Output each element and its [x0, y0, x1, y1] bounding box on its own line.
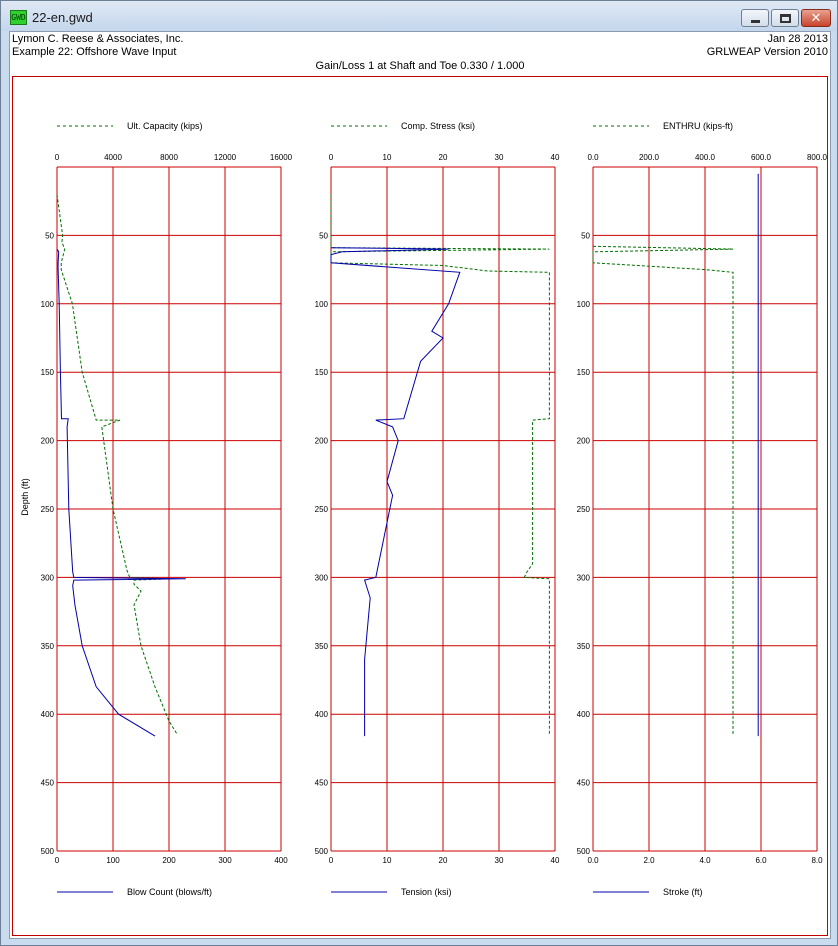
top-axis-tick-label: 20 — [438, 153, 448, 162]
top-axis-tick-label: 10 — [382, 153, 392, 162]
report-date: Jan 28 2013 — [767, 33, 828, 45]
top-axis-tick-label: 600.0 — [750, 153, 772, 162]
close-icon: ✕ — [810, 10, 822, 26]
depth-tick-label: 450 — [314, 778, 328, 788]
gwd-app-icon: GWD — [10, 10, 27, 25]
depth-tick-label: 400 — [576, 710, 590, 720]
maximize-icon — [772, 10, 798, 26]
minimize-button[interactable] — [741, 9, 769, 27]
top-axis-tick-label: 30 — [494, 153, 504, 162]
depth-tick-label: 100 — [576, 299, 590, 309]
bottom-legend-label: Blow Count (blows/ft) — [127, 887, 213, 897]
depth-tick-label: 200 — [40, 436, 54, 446]
bottom-axis-tick-label: 0 — [54, 856, 60, 865]
top-series-line — [57, 194, 177, 734]
depth-tick-label: 50 — [581, 231, 590, 241]
depth-tick-label: 500 — [576, 847, 590, 856]
top-axis-tick-label: 8000 — [160, 153, 178, 162]
minimize-icon — [742, 10, 768, 26]
top-axis-tick-label: 0 — [328, 153, 334, 162]
top-axis-tick-label: 800.0 — [806, 153, 827, 162]
bottom-series-line — [57, 249, 186, 736]
bottom-axis-tick-label: 2.0 — [643, 856, 655, 865]
depth-tick-label: 300 — [576, 573, 590, 583]
top-axis-tick-label: 0.0 — [587, 153, 599, 162]
bottom-axis-tick-label: 8.0 — [811, 856, 823, 865]
depth-tick-label: 150 — [576, 368, 590, 378]
depth-tick-label: 150 — [314, 368, 328, 378]
top-axis-tick-label: 12000 — [213, 153, 237, 162]
bottom-axis-tick-label: 40 — [550, 856, 560, 865]
depth-tick-label: 150 — [40, 368, 54, 378]
depth-tick-label: 500 — [40, 847, 54, 856]
depth-tick-label: 100 — [314, 299, 328, 309]
bottom-axis-tick-label: 4.0 — [699, 856, 711, 865]
top-axis-tick-label: 16000 — [269, 153, 293, 162]
depth-tick-label: 350 — [40, 641, 54, 651]
depth-tick-label: 500 — [314, 847, 328, 856]
bottom-axis-tick-label: 200 — [162, 856, 176, 865]
bottom-axis-tick-label: 6.0 — [755, 856, 767, 865]
title-bar[interactable] — [1, 1, 837, 31]
bottom-axis-tick-label: 30 — [494, 856, 504, 865]
charts-svg — [13, 77, 827, 935]
report-area — [9, 31, 831, 939]
depth-tick-label: 300 — [40, 573, 54, 583]
top-axis-tick-label: 40 — [550, 153, 560, 162]
top-legend-label: Ult. Capacity (kips) — [127, 121, 203, 131]
bottom-axis-tick-label: 10 — [382, 856, 392, 865]
window-title: 22-en.gwd — [32, 10, 93, 25]
top-series-line — [331, 194, 549, 734]
depth-tick-label: 250 — [576, 505, 590, 514]
plot-frame — [12, 76, 828, 936]
depth-tick-label: 350 — [576, 641, 590, 651]
close-button[interactable] — [801, 9, 831, 27]
program-version: GRLWEAP Version 2010 — [706, 46, 828, 58]
bottom-axis-tick-label: 300 — [218, 856, 232, 865]
depth-tick-label: 400 — [40, 710, 54, 720]
bottom-axis-tick-label: 0 — [328, 856, 334, 865]
bottom-legend-label: Stroke (ft) — [663, 887, 703, 897]
bottom-axis-tick-label: 0.0 — [587, 856, 599, 865]
gain-loss-caption: Gain/Loss 1 at Shaft and Toe 0.330 / 1.000 — [315, 60, 525, 72]
bottom-axis-tick-label: 400 — [274, 856, 288, 865]
bottom-axis-tick-label: 100 — [106, 856, 120, 865]
depth-tick-label: 50 — [319, 231, 328, 241]
bottom-series-line — [331, 248, 460, 736]
depth-tick-label: 400 — [314, 710, 328, 720]
top-legend-label: Comp. Stress (ksi) — [401, 121, 476, 131]
bottom-legend-label: Tension (ksi) — [401, 887, 452, 897]
company-name: Lymon C. Reese & Associates, Inc. — [12, 33, 184, 45]
top-legend-label: ENTHRU (kips-ft) — [663, 121, 733, 131]
depth-tick-label: 450 — [576, 778, 590, 788]
top-series-line — [593, 246, 733, 734]
example-title: Example 22: Offshore Wave Input — [12, 46, 177, 58]
depth-tick-label: 450 — [40, 778, 54, 788]
depth-tick-label: 50 — [45, 231, 54, 241]
depth-tick-label: 250 — [40, 505, 54, 514]
depth-tick-label: 200 — [576, 436, 590, 446]
depth-tick-label: 100 — [40, 299, 54, 309]
depth-tick-label: 300 — [314, 573, 328, 583]
top-axis-tick-label: 400.0 — [694, 153, 716, 162]
maximize-button[interactable] — [771, 9, 799, 27]
bottom-axis-tick-label: 20 — [438, 856, 448, 865]
depth-tick-label: 200 — [314, 436, 328, 446]
top-axis-tick-label: 200.0 — [638, 153, 660, 162]
top-axis-tick-label: 0 — [54, 153, 60, 162]
depth-tick-label: 250 — [314, 505, 328, 514]
depth-tick-label: 350 — [314, 641, 328, 651]
y-axis-label: Depth (ft) — [20, 478, 30, 516]
top-axis-tick-label: 4000 — [104, 153, 122, 162]
